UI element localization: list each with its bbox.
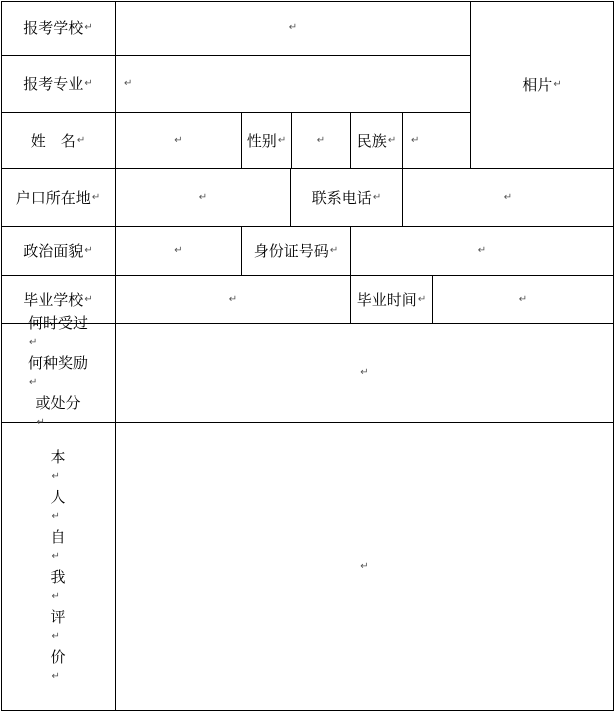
id-label-cell bbox=[242, 227, 350, 275]
paragraph-mark-icon: ↵ bbox=[84, 22, 93, 33]
paragraph-mark-icon: ↵ bbox=[124, 78, 133, 89]
paragraph-mark-icon: ↵ bbox=[228, 293, 238, 305]
political-label-cell bbox=[1, 227, 115, 275]
paragraph-mark-icon: ↵ bbox=[51, 510, 60, 522]
paragraph-mark-icon: ↵ bbox=[417, 293, 427, 305]
photo-cell[interactable] bbox=[471, 1, 613, 168]
school-label: 报考学校 bbox=[23, 19, 84, 37]
paragraph-mark-icon: ↵ bbox=[503, 191, 513, 203]
paragraph-mark-icon: ↵ bbox=[360, 560, 369, 572]
school-field[interactable] bbox=[116, 1, 470, 55]
paragraph-mark-icon: ↵ bbox=[360, 367, 369, 378]
gender-label-cell bbox=[242, 113, 291, 168]
name-field[interactable] bbox=[116, 113, 241, 168]
hukou-field[interactable] bbox=[116, 169, 290, 226]
name-label: 姓 名 bbox=[30, 131, 76, 150]
grad-time-label-cell bbox=[351, 276, 432, 323]
self-eval-label-cell bbox=[1, 423, 115, 710]
paragraph-mark-icon: ↵ bbox=[91, 191, 101, 203]
paragraph-mark-icon: ↵ bbox=[51, 590, 60, 602]
school-label-cell bbox=[1, 1, 115, 55]
political-label: 政治面貌 bbox=[23, 242, 84, 260]
political-field[interactable] bbox=[116, 227, 241, 275]
paragraph-mark-icon: ↵ bbox=[51, 630, 60, 642]
grad-school-label: 毕业学校 bbox=[23, 290, 84, 309]
paragraph-mark-icon: ↵ bbox=[411, 134, 420, 146]
awards-field[interactable] bbox=[116, 324, 613, 422]
paragraph-mark-icon: ↵ bbox=[518, 293, 528, 305]
gender-field[interactable] bbox=[292, 113, 350, 168]
major-label-cell bbox=[1, 56, 115, 112]
phone-label-cell bbox=[291, 169, 402, 226]
id-label: 身份证号码 bbox=[253, 242, 329, 260]
phone-field[interactable] bbox=[403, 169, 613, 226]
paragraph-mark-icon: ↵ bbox=[174, 245, 183, 256]
id-field[interactable] bbox=[351, 227, 613, 275]
grad-time-field[interactable] bbox=[433, 276, 613, 323]
paragraph-mark-icon: ↵ bbox=[51, 470, 60, 482]
paragraph-mark-icon: ↵ bbox=[36, 417, 45, 428]
rule-right bbox=[613, 1, 614, 711]
paragraph-mark-icon: ↵ bbox=[84, 78, 93, 89]
awards-label-cell bbox=[1, 314, 115, 428]
paragraph-mark-icon: ↵ bbox=[51, 670, 60, 682]
paragraph-mark-icon: ↵ bbox=[387, 134, 397, 146]
paragraph-mark-icon: ↵ bbox=[84, 293, 93, 305]
hukou-label: 户口所在地 bbox=[15, 188, 91, 207]
grad-time-label: 毕业时间 bbox=[356, 290, 417, 309]
paragraph-mark-icon: ↵ bbox=[28, 337, 38, 348]
major-label: 报考专业 bbox=[23, 75, 84, 93]
photo-label: 相片 bbox=[522, 75, 553, 94]
awards-label: 何时受过 ↵ 何种奖励 ↵ 或处分 ↵ bbox=[28, 313, 88, 433]
major-field[interactable] bbox=[116, 56, 470, 112]
paragraph-mark-icon: ↵ bbox=[372, 191, 382, 203]
paragraph-mark-icon: ↵ bbox=[76, 134, 86, 146]
ethnicity-label-cell bbox=[351, 113, 402, 168]
ethnicity-label: 民族 bbox=[356, 131, 387, 150]
paragraph-mark-icon: ↵ bbox=[28, 377, 38, 388]
paragraph-mark-icon: ↵ bbox=[477, 245, 487, 256]
paragraph-mark-icon: ↵ bbox=[174, 134, 183, 146]
paragraph-mark-icon: ↵ bbox=[277, 134, 287, 146]
name-label-cell bbox=[1, 113, 115, 168]
paragraph-mark-icon: ↵ bbox=[84, 245, 93, 256]
grad-school-field[interactable] bbox=[116, 276, 350, 323]
self-eval-label: 本 ↵ 人 ↵ 自 ↵ 我 ↵ 评 ↵ 价 ↵ bbox=[50, 447, 65, 687]
paragraph-mark-icon: ↵ bbox=[288, 22, 298, 33]
hukou-label-cell bbox=[1, 169, 115, 226]
self-eval-field[interactable] bbox=[116, 423, 613, 710]
paragraph-mark-icon: ↵ bbox=[51, 550, 60, 562]
paragraph-mark-icon: ↵ bbox=[316, 134, 326, 146]
gender-label: 性别 bbox=[246, 131, 277, 150]
phone-label: 联系电话 bbox=[311, 188, 372, 207]
rule-bottom bbox=[1, 710, 614, 711]
paragraph-mark-icon: ↵ bbox=[553, 78, 562, 90]
paragraph-mark-icon: ↵ bbox=[329, 245, 339, 256]
ethnicity-field[interactable] bbox=[403, 113, 470, 168]
paragraph-mark-icon: ↵ bbox=[198, 191, 208, 203]
